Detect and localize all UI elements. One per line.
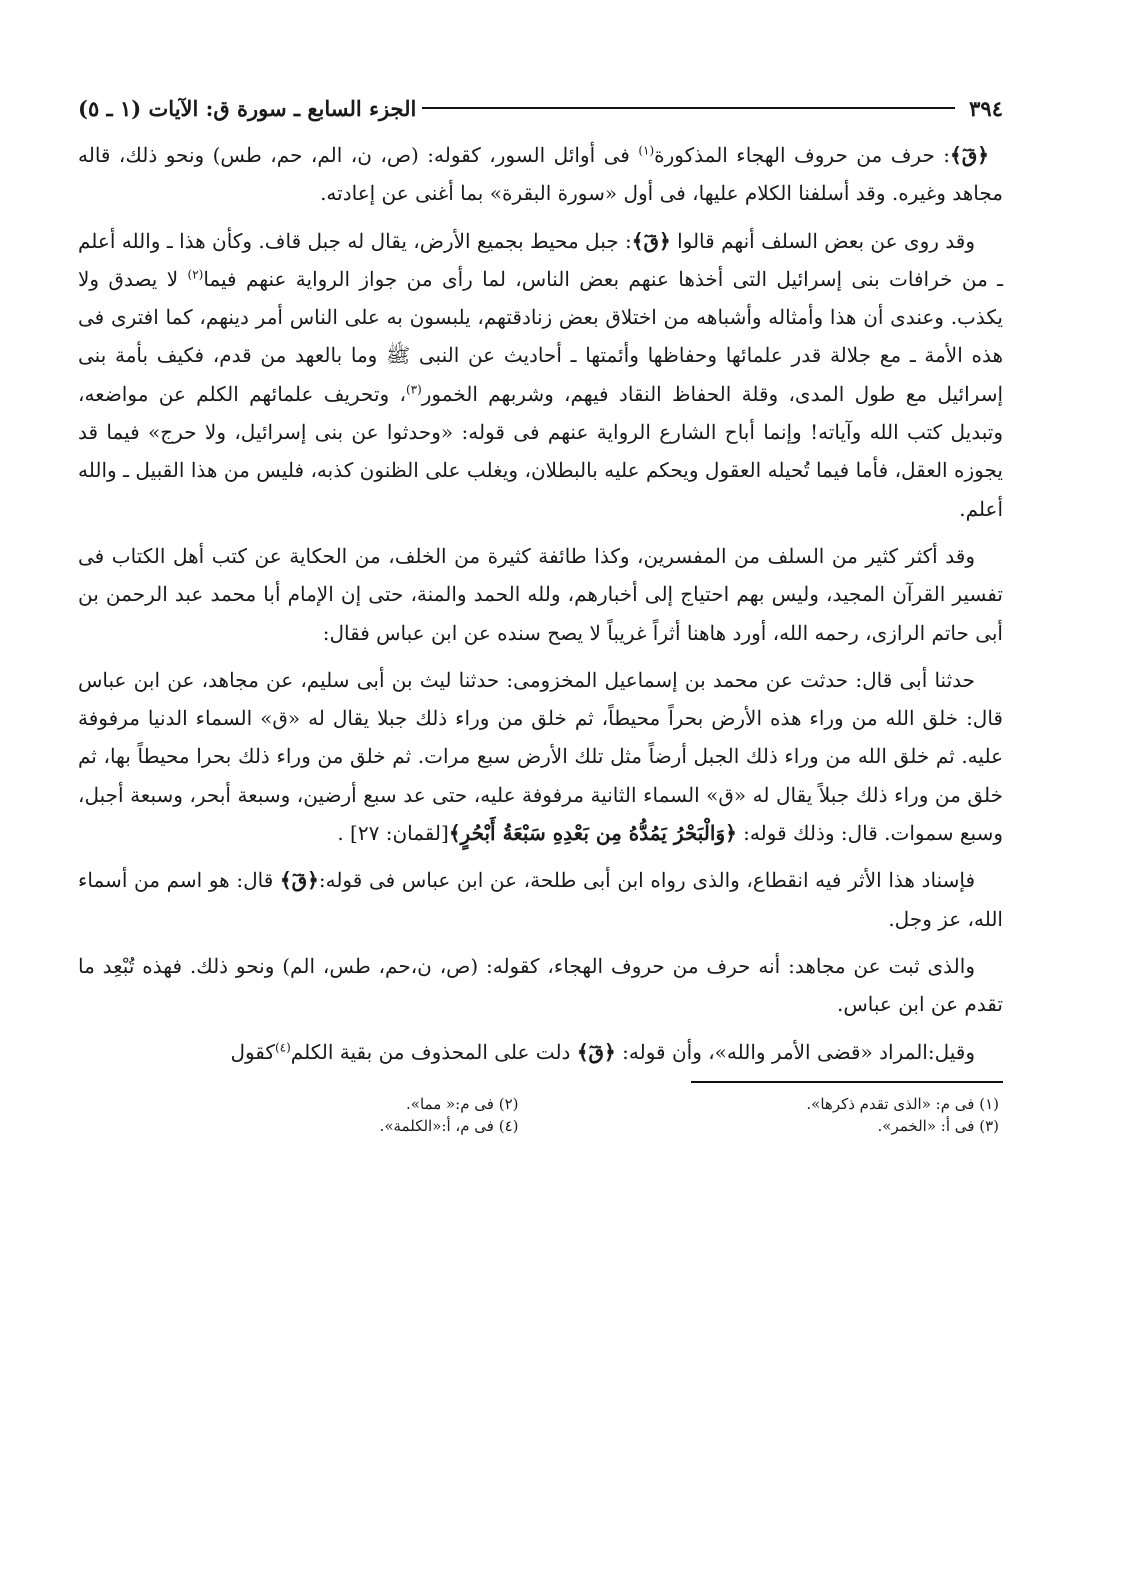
paragraph: [78, 947, 1003, 1024]
footnote-ref: (٣): [405, 382, 422, 397]
footnote-4: (٤) فى م، أ:«الكلمة».: [379, 1116, 519, 1135]
text-run: وقيل:المراد «قضى الأمر والله»، وأن قوله:: [615, 1039, 975, 1064]
text-run: دلت على المحذوف من بقية الكلم: [290, 1039, 577, 1064]
text-run: كقول: [230, 1039, 275, 1064]
text-run: فإسناد هذا الأثر فيه انقطاع، والذى رواه ابن أبى طلحة، عن ابن عباس فى قوله:: [318, 868, 976, 893]
page-header: [78, 88, 1003, 128]
quran-quote: ﴿وَالْبَحْرُ يَمُدُّهُ مِن بَعْدِهِ سَبْعَةُ أَبْحُرٍ﴾: [448, 821, 737, 846]
quran-quote: ﴿قٓ﴾: [631, 228, 671, 253]
text-run: حدثنا أبى قال: حدثت عن محمد بن إسماعيل المخزومى: حدثنا ليث بن أبى سليم، عن مجاهد، عن ابن عباس قال: خلق الله من وراء هذه الأرض بحراً محيطاً، ثم خلق من وراء ذلك جبلا يقال له «ق» السماء الدنيا مرفوفة عليه. ثم خلق الله من وراء ذلك الجبل أرضاً مثل تلك الأرض سبع مرات. ثم خلق من وراء ذلك بحرا محيطاً بها، ثم خلق من وراء ذلك جبلاً يقال له «ق» السماء الثانية مرفوفة عليه، حتى عد سبع أرضين، وسبعة أبحر، وسبعة أجبل، وسبع سموات. قال: وذلك قوله:: [78, 667, 1003, 846]
paragraph: [78, 136, 1003, 213]
paragraph: [78, 537, 1003, 652]
paragraph: [78, 1033, 1003, 1071]
text-run: وقد أكثر كثير من السلف من المفسرين، وكذا طائفة كثيرة من الخلف، من الحكاية عن كتب أهل الكتاب فى تفسير القرآن المجيد، وليس بهم احتياج إلى أخبارهم، ولله الحمد والمنة، حتى إن الإمام أبا محمد عبد الرحمن بن أبى حاتم الرازى، رحمه الله، أورد هاهنا أثراً غريباً لا يصح سنده عن ابن عباس فقال:: [78, 543, 1003, 645]
text-run: ، وتحريف علمائهم الكلم عن مواضعه، وتبديل كتب الله وآياته! وإنما أباح الشارع الرواية عنهم فى قوله: «وحدثوا عن بنى إسرائيل، ولا حرج» فيما قد يجوزه العقل، فأما فيما تُحيله العقول ويحكم عليه بالبطلان، ويغلب على الظنون كذبه، فليس من هذا القبيل ـ والله أعلم.: [78, 381, 1003, 521]
text-run: : جبل محيط بجميع الأرض، يقال له جبل قاف. وكأن هذا ـ والله أعلم ـ من خرافات بنى إسرائيل التى أخذها عنهم بعض الناس، لما رأى من جواز الرواية عنهم فيما: [78, 228, 1004, 291]
footnotes: [78, 1095, 1003, 1135]
footnote-3: (٣) فى أ: «الخمر».: [877, 1116, 999, 1135]
paragraph: [78, 222, 1003, 528]
quran-quote: ﴿قٓ﴾: [576, 1039, 616, 1064]
text-run: لا يصدق ولا يكذب. وعندى أن هذا وأمثاله وأشباهه من اختلاق بعض زنادقتهم، يلبسون به على الناس أمر دينهم، كما افترى فى هذه الأمة ـ مع جلالة قدر علمائها وحفاظها وأئمتها ـ أحاديث عن النبى ﷺ وما بالعهد من قدم، فكيف بأمة بنى إسرائيل مع طول المدى، وقلة الحفاظ النقاد فيهم، وشربهم الخمور: [78, 266, 1004, 406]
running-title: الجزء السابع ـ سورة ق: الآيات (١ ـ ٥): [78, 95, 417, 121]
text-run: وقد روى عن بعض السلف أنهم قالوا: [670, 228, 975, 253]
text-run: [لقمان: ٢٧] .: [337, 821, 449, 846]
quran-quote: ﴿قٓ﴾: [279, 868, 319, 893]
text-run: : حرف من حروف الهجاء المذكورة: [654, 143, 951, 167]
footnote-2: (٢) فى م:« مما».: [406, 1094, 519, 1113]
footnote-separator: [691, 1081, 1003, 1083]
paragraph: [78, 661, 1003, 852]
text-run: والذى ثبت عن مجاهد: أنه حرف من حروف الهجاء، كقوله: (ص، ن،حم، طس، الم) ونحو ذلك. فهذه تُبْعِد ما تقدم عن ابن عباس.: [78, 953, 1003, 1017]
body-text: [78, 136, 1003, 1071]
footnote-ref: (٤): [274, 1039, 291, 1054]
footnote-ref: (١): [638, 143, 655, 158]
text-run: قال: هو اسم من أسماء الله، عز وجل.: [78, 868, 1003, 931]
page-number: ٣٩٤: [969, 95, 1003, 121]
paragraph: [78, 861, 1003, 938]
header-rule: [422, 107, 955, 109]
footnote-ref: (٢): [187, 267, 204, 282]
quran-quote: ﴿قٓ﴾: [950, 143, 989, 167]
footnote-1: (١) فى م: «الذى تقدم ذكرها».: [806, 1094, 999, 1113]
text-run: فى أوائل السور، كقوله: (ص، ن، الم، حم، طس) ونحو ذلك، قاله مجاهد وغيره. وقد أسلفنا الكلام عليها، فى أول «سورة البقرة» بما أغنى عن إعادته.: [78, 143, 1003, 206]
